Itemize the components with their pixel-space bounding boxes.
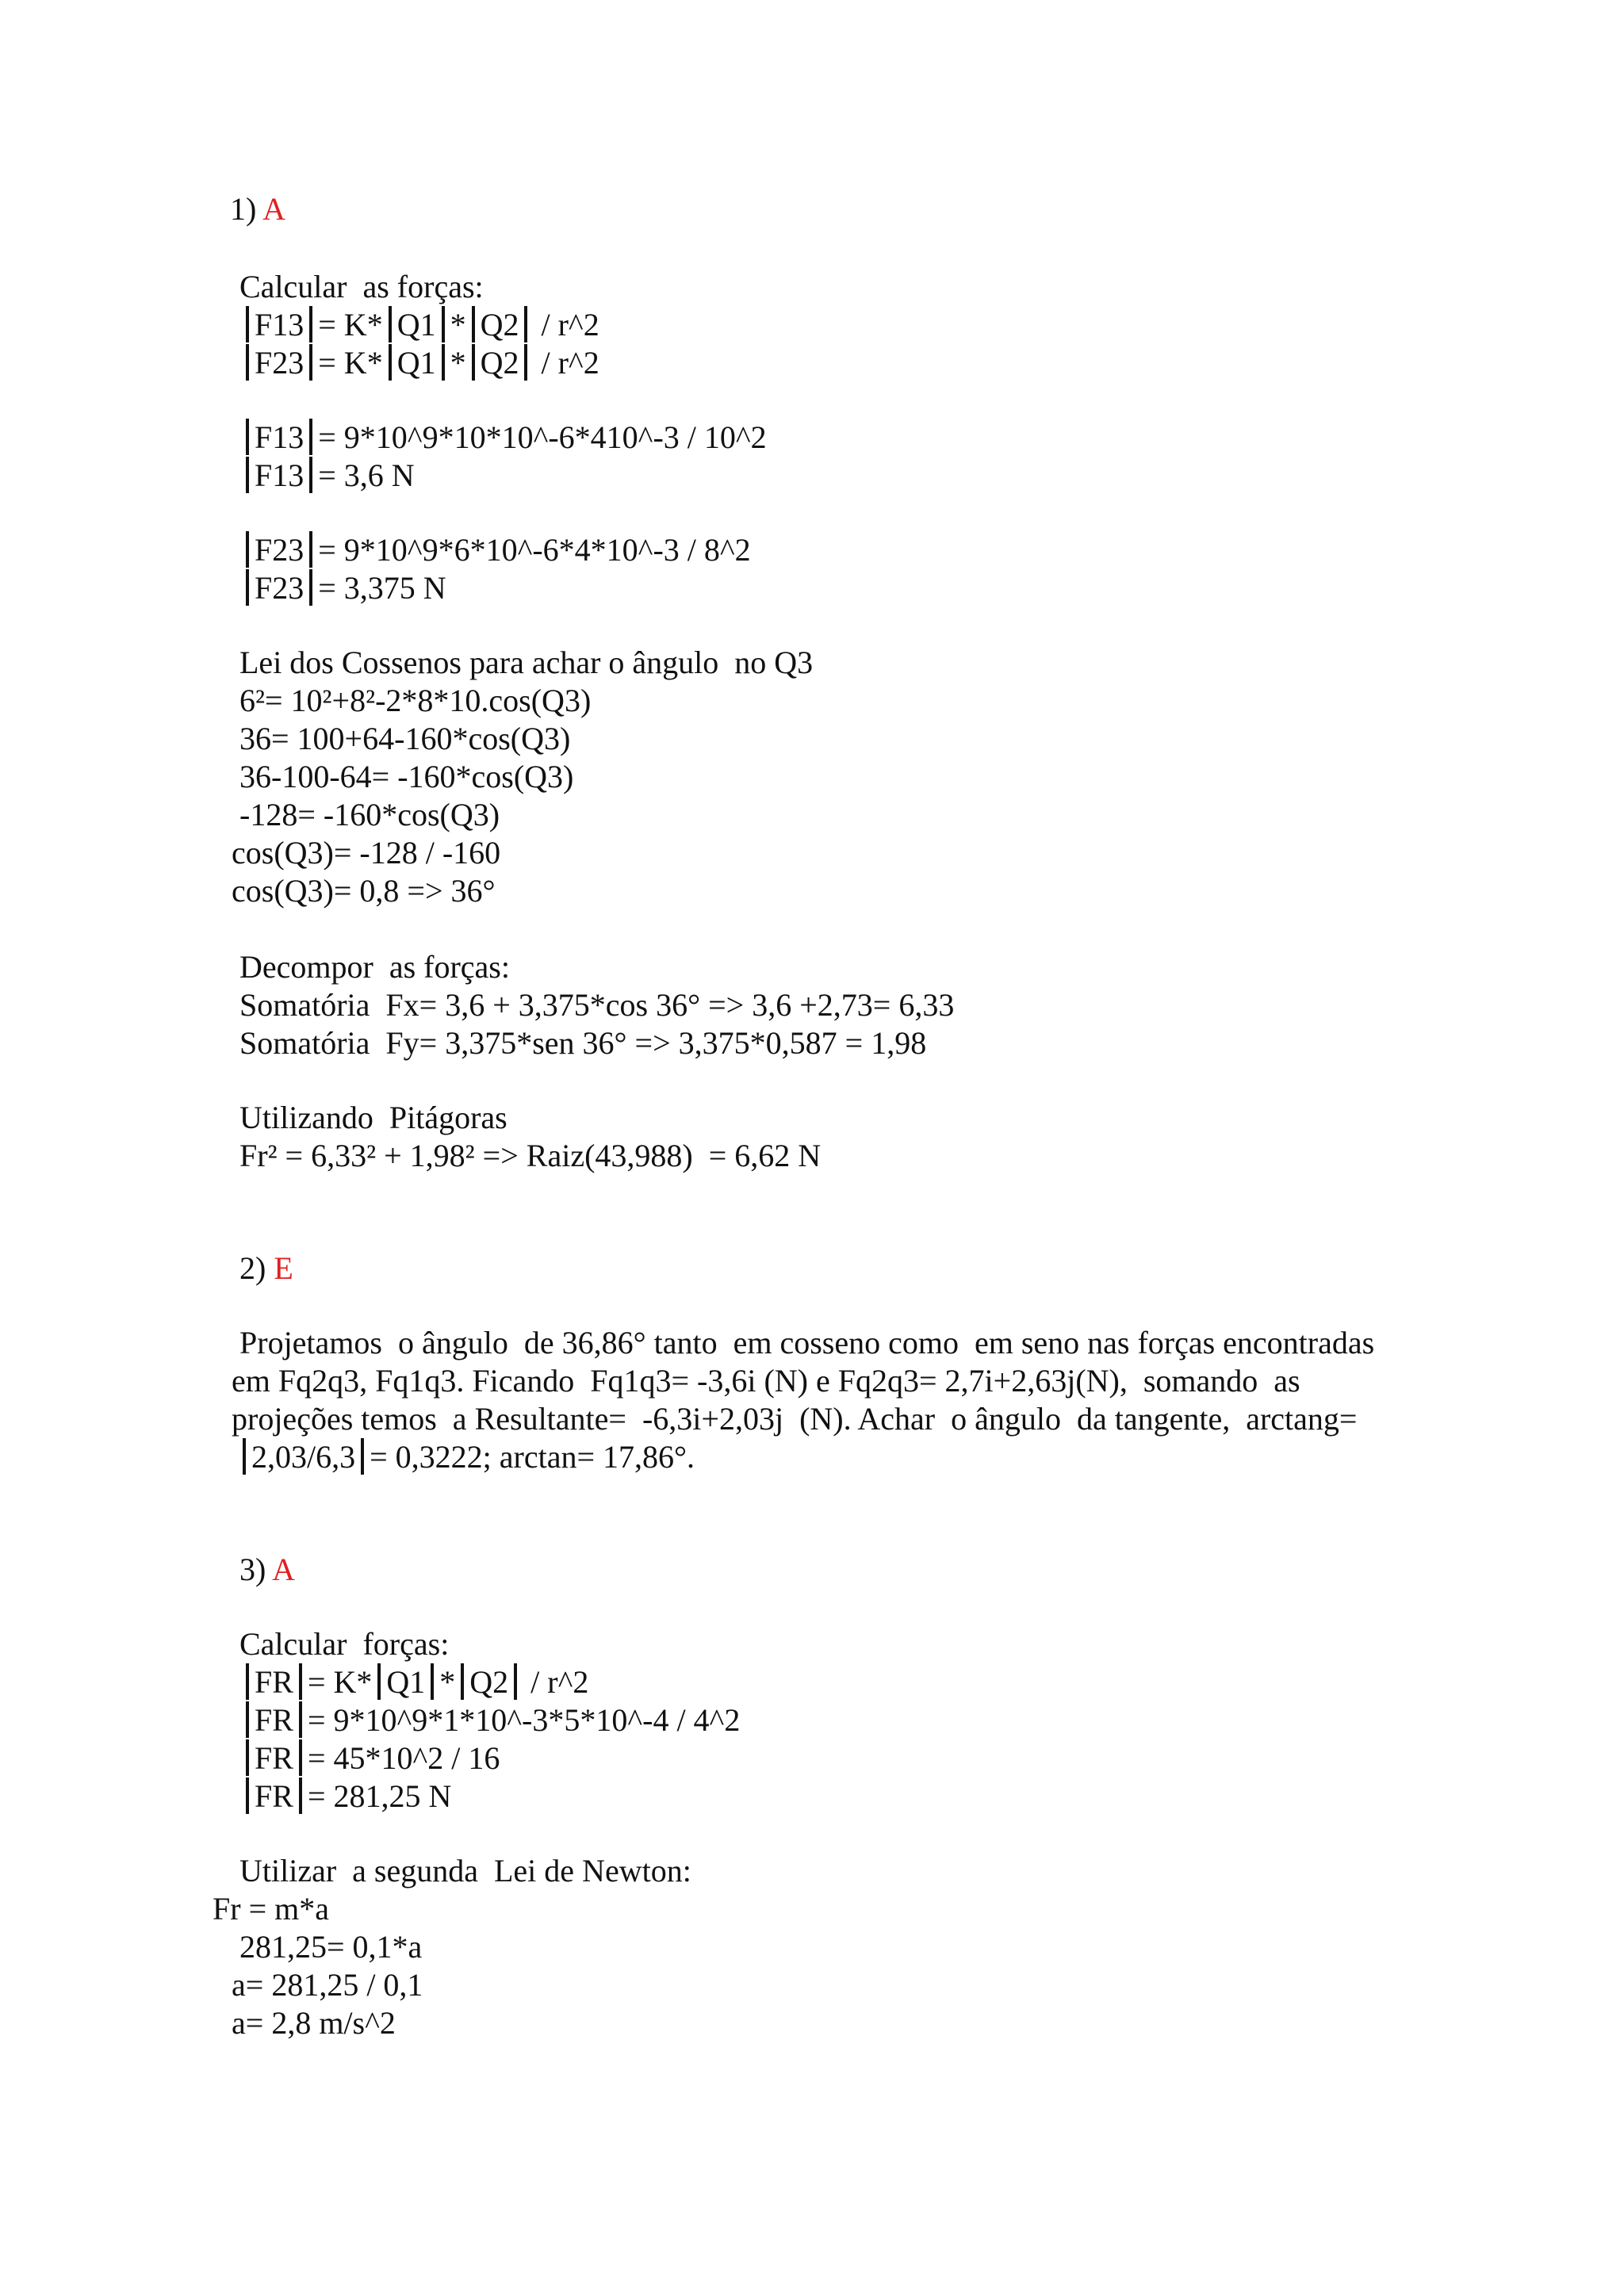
- q2-text-line: 2,03/6,3 = 0,3222; arctan= 17,86°.: [239, 1438, 695, 1476]
- abs-bar: [309, 569, 312, 606]
- q1-cos-line: cos(Q3)= -128 / -160: [232, 835, 501, 871]
- q3-newton-line: a= 2,8 m/s^2: [232, 2005, 396, 2041]
- q1-answer: A: [262, 191, 286, 227]
- abs-bar: [299, 1739, 302, 1776]
- q1-f13-calc: F13 = 9*10^9*10*10^-6*410^-3 / 10^2: [239, 419, 767, 457]
- q3-fr-formula: FR = K* Q1 * Q2 / r^2: [239, 1663, 588, 1701]
- q1-f23-calc: F23 = 9*10^9*6*10^-6*4*10^-3 / 8^2: [239, 531, 751, 569]
- abs-bar: [461, 1663, 464, 1700]
- abs-bar: [442, 344, 445, 381]
- abs-bar: [246, 1701, 249, 1738]
- q1-cos-line: 6²= 10²+8²-2*8*10.cos(Q3): [239, 683, 592, 718]
- abs-bar: [309, 419, 312, 455]
- abs-bar: [524, 306, 527, 342]
- q1-decomp-line: Somatória Fy= 3,375*sen 36° => 3,375*0,587 = 1,98: [239, 1025, 927, 1061]
- q1-pit-line: Fr² = 6,33² + 1,98² => Raiz(43,988) = 6,62 N: [239, 1138, 822, 1173]
- q3-heading: 3) A: [239, 1552, 296, 1587]
- abs-bar: [361, 1438, 364, 1475]
- q3-newton-title: Utilizar a segunda Lei de Newton:: [239, 1853, 691, 1888]
- q1-f23-formula: F23 = K* Q1 * Q2 / r^2: [239, 344, 599, 382]
- abs-bar: [299, 1777, 302, 1814]
- abs-bar: [514, 1663, 517, 1700]
- q1-heading: 1) A: [230, 191, 286, 227]
- q3-answer: A: [272, 1552, 296, 1587]
- q3-fr-line: FR = 45*10^2 / 16: [239, 1739, 500, 1777]
- abs-bar: [243, 1438, 246, 1475]
- q1-f13-result: F13 = 3,6 N: [239, 457, 415, 495]
- q1-decomp-line: Somatória Fx= 3,6 + 3,375*cos 36° => 3,6 +2,73= 6,33: [239, 987, 955, 1023]
- q1-f13-formula: F13 = K* Q1 * Q2 / r^2: [239, 306, 599, 344]
- q1-cos-line: 36= 100+64-160*cos(Q3): [239, 721, 571, 756]
- q1-cos-line: -128= -160*cos(Q3): [239, 797, 500, 832]
- abs-bar: [246, 569, 249, 606]
- q3-fr-line: FR = 9*10^9*1*10^-3*5*10^-4 / 4^2: [239, 1701, 740, 1739]
- abs-bar: [246, 344, 249, 381]
- abs-bar: [442, 306, 445, 342]
- q1-calc-title: Calcular as forças:: [239, 269, 484, 304]
- abs-bar: [299, 1701, 302, 1738]
- q1-pit-title: Utilizando Pitágoras: [239, 1100, 508, 1135]
- q2-answer: E: [274, 1250, 293, 1286]
- abs-bar: [309, 344, 312, 381]
- abs-bar: [309, 457, 312, 493]
- abs-bar: [389, 344, 392, 381]
- abs-bar: [246, 306, 249, 342]
- abs-bar: [246, 1663, 249, 1700]
- q3-newton-line: Fr = m*a: [213, 1891, 329, 1927]
- q2-text-line: Projetamos o ângulo de 36,86° tanto em cosseno como em seno nas forças encontradas: [239, 1325, 1375, 1360]
- abs-bar: [524, 344, 527, 381]
- abs-bar: [246, 531, 249, 568]
- abs-bar: [246, 1777, 249, 1814]
- abs-bar: [246, 419, 249, 455]
- q2-heading: 2) E: [239, 1250, 293, 1286]
- abs-bar: [472, 306, 475, 342]
- q2-text-line: projeções temos a Resultante= -6,3i+2,03j (N). Achar o ângulo da tangente, arctang=: [232, 1401, 1358, 1437]
- q1-cos-line: 36-100-64= -160*cos(Q3): [239, 759, 574, 794]
- q3-newton-line: 281,25= 0,1*a: [239, 1929, 423, 1965]
- abs-bar: [389, 306, 392, 342]
- q3-newton-line: a= 281,25 / 0,1: [232, 1967, 423, 2003]
- abs-bar: [309, 306, 312, 342]
- q1-cos-title: Lei dos Cossenos para achar o ângulo no Q3: [239, 645, 814, 680]
- abs-bar: [246, 457, 249, 493]
- q1-f23-result: F23 = 3,375 N: [239, 569, 446, 607]
- abs-bar: [299, 1663, 302, 1700]
- abs-bar: [431, 1663, 434, 1700]
- q1-decomp-title: Decompor as forças:: [239, 949, 510, 985]
- abs-bar: [309, 531, 312, 568]
- abs-bar: [472, 344, 475, 381]
- abs-bar: [246, 1739, 249, 1776]
- q1-cos-line: cos(Q3)= 0,8 => 36°: [232, 873, 496, 909]
- q3-fr-line: FR = 281,25 N: [239, 1777, 451, 1816]
- q2-text-line: em Fq2q3, Fq1q3. Ficando Fq1q3= -3,6i (N) e Fq2q3= 2,7i+2,63j(N), somando as: [232, 1363, 1300, 1399]
- abs-bar: [377, 1663, 381, 1700]
- q3-calc-title: Calcular forças:: [239, 1626, 450, 1662]
